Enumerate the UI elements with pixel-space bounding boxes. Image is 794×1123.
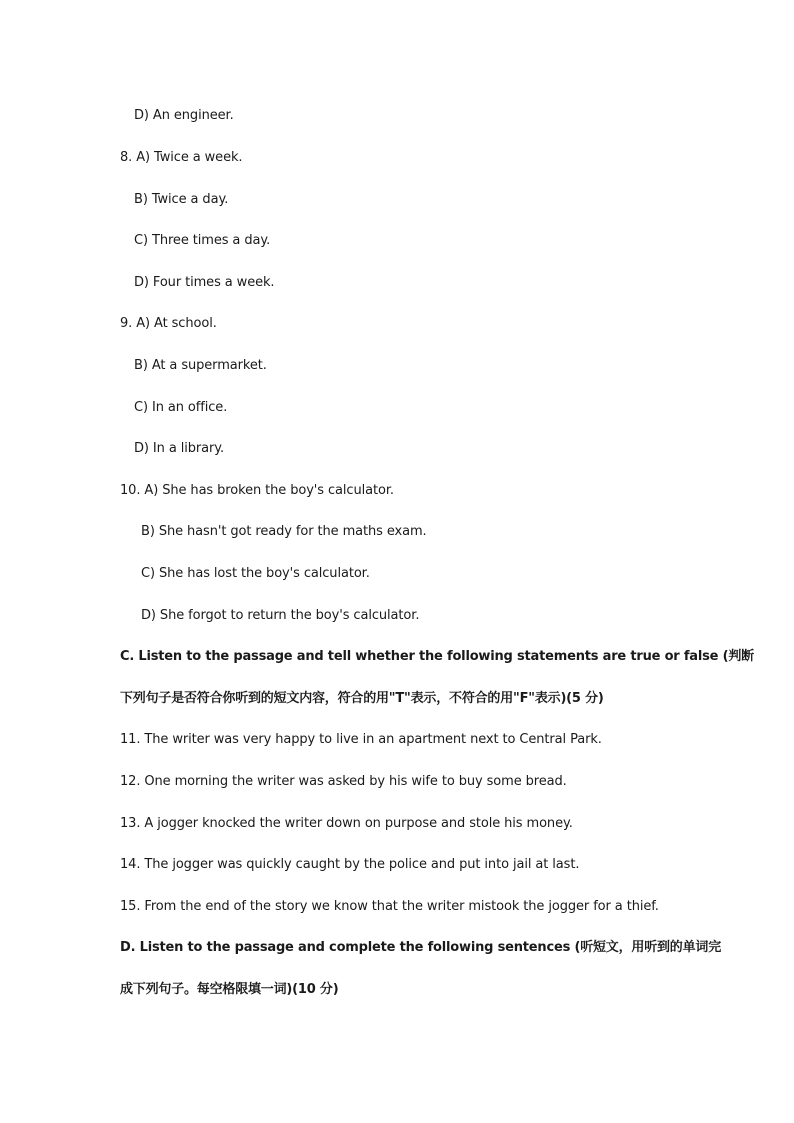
q8-option-d: D) Four times a week.	[134, 275, 275, 290]
q10-option-d: D) She forgot to return the boy's calculator.	[141, 608, 420, 623]
q10-option-a: 10. A) She has broken the boy's calculator.	[120, 483, 394, 498]
section-c-heading: C. Listen to the passage and tell whether the following statements are true or false (判断	[120, 649, 754, 664]
statement-12: 12. One morning the writer was asked by his wife to buy some bread.	[120, 774, 567, 789]
statement-13: 13. A jogger knocked the writer down on purpose and stole his money.	[120, 816, 573, 831]
q9-option-d: D) In a library.	[134, 441, 225, 456]
q8-option-c: C) Three times a day.	[134, 233, 271, 248]
q9-option-b: B) At a supermarket.	[134, 358, 267, 373]
q10-option-c: C) She has lost the boy's calculator.	[141, 566, 370, 581]
statement-15: 15. From the end of the story we know that the writer mistook the jogger for a thief.	[120, 899, 659, 914]
statement-14: 14. The jogger was quickly caught by the police and put into jail at last.	[120, 857, 580, 872]
statement-11: 11. The writer was very happy to live in an apartment next to Central Park.	[120, 732, 602, 747]
section-c-heading-cont: 下列句子是否符合你听到的短文内容，符合的用"T"表示，不符合的用"F"表示)(5 分)	[120, 691, 604, 706]
q8-option-b: B) Twice a day.	[134, 192, 229, 207]
q9-option-c: C) In an office.	[134, 400, 228, 415]
section-d-heading-cont: 成下列句子。每空格限填一词)(10 分)	[120, 982, 339, 997]
section-d-heading: D. Listen to the passage and complete the following sentences (听短文，用听到的单词完	[120, 940, 721, 955]
q9-option-a: 9. A) At school.	[120, 316, 217, 331]
q8-option-a: 8. A) Twice a week.	[120, 150, 243, 165]
q7-option-d: D) An engineer.	[134, 108, 234, 123]
q10-option-b: B) She hasn't got ready for the maths exam.	[141, 524, 427, 539]
